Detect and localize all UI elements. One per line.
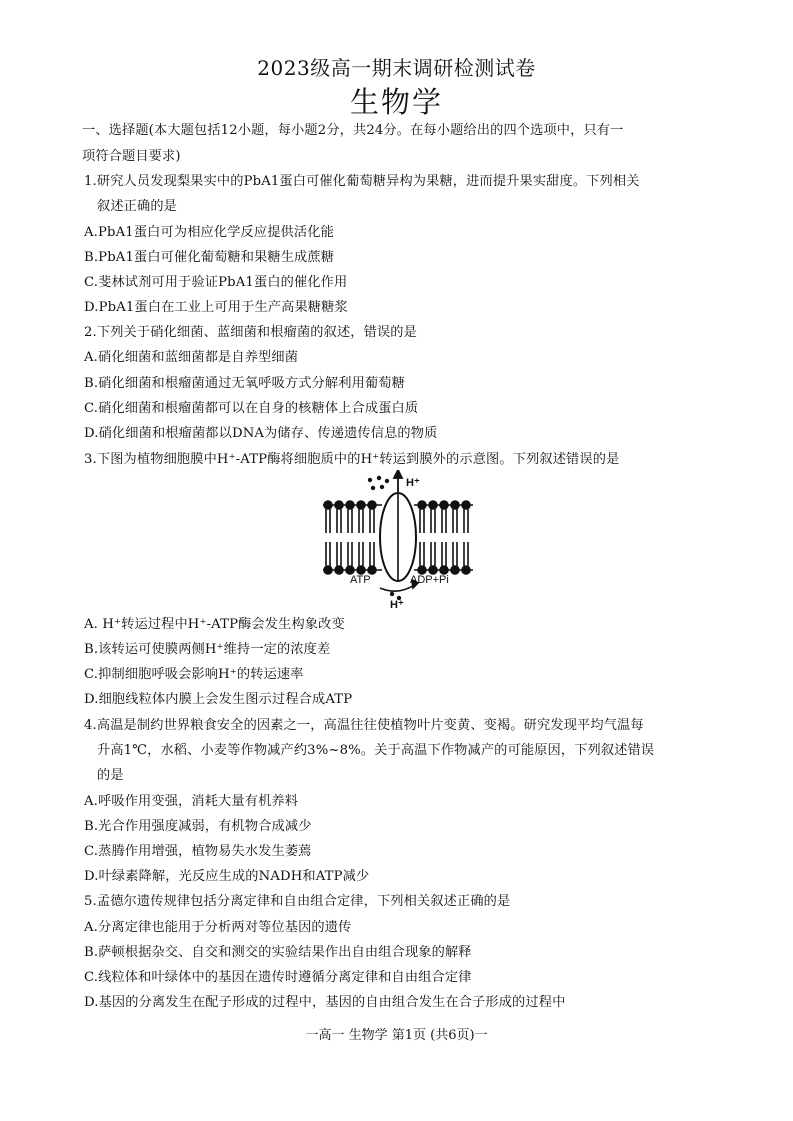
q1-option-a: A.PbA1蛋白可为相应化学反应提供活化能 <box>84 225 334 240</box>
page-footer: 一高一 生物学 第1页 (共6页)一 <box>305 1028 488 1043</box>
h-atpase-protein <box>380 493 416 581</box>
q4-option-c: C.蒸腾作用增强，植物易失水发生萎蔫 <box>84 844 312 859</box>
q4-stem-line2: 升高1℃，水稻、小麦等作物减产约3%~8%。关于高温下作物减产的可能原因，下列叙述错误 <box>97 743 655 758</box>
q4-option-b: B.光合作用强度减弱，有机物合成减少 <box>84 819 312 834</box>
q3-option-b: B.该转运可使膜两侧H⁺维持一定的浓度差 <box>84 642 331 657</box>
h-ion-label-top: H⁺ <box>406 477 420 489</box>
q5-option-b: B.萨顿根据杂交、自交和测交的实验结果作出自由组合现象的解释 <box>84 945 472 960</box>
lipid-bilayer-left <box>323 501 382 574</box>
q1-option-c: C.斐林试剂可用于验证PbA1蛋白的催化作用 <box>84 275 348 290</box>
subject-title: 生物学 <box>349 85 443 119</box>
adp-pi-label: ADP+Pi <box>410 574 449 586</box>
q3-stem: 3.下图为植物细胞膜中H⁺-ATP酶将细胞质中的H⁺转运到膜外的示意图。下列叙述错误的是 <box>84 452 620 467</box>
q2-stem: 2.下列关于硝化细菌、蓝细菌和根瘤菌的叙述，错误的是 <box>84 325 417 340</box>
q2-option-d: D.硝化细菌和根瘤菌都以DNA为储存、传递遗传信息的物质 <box>84 426 438 441</box>
q3-option-a: A. H⁺转运过程中H⁺-ATP酶会发生构象改变 <box>84 617 345 632</box>
q2-option-a: A.硝化细菌和蓝细菌都是自养型细菌 <box>84 350 299 365</box>
q3-option-c: C.抑制细胞呼吸会影响H⁺的转运速率 <box>84 667 304 682</box>
q4-option-a: A.呼吸作用变强，消耗大量有机养料 <box>84 794 299 809</box>
q4-stem-line3: 的是 <box>97 768 124 783</box>
q5-option-c: C.线粒体和叶绿体中的基因在遗传时遵循分离定律和自由组合定律 <box>84 970 472 985</box>
section-heading-line1: 一、选择题(本大题包括12小题，每小题2分，共24分。在每小题给出的四个选项中，只有一 <box>82 123 624 138</box>
q2-option-b: B.硝化细菌和根瘤菌通过无氧呼吸方式分解利用葡萄糖 <box>84 376 405 391</box>
q5-option-d: D.基因的分离发生在配子形成的过程中，基因的自由组合发生在合子形成的过程中 <box>84 995 566 1010</box>
h-ion-dots-top <box>368 476 389 490</box>
membrane-diagram <box>318 470 478 610</box>
q1-stem-line1: 1.研究人员发现梨果实中的PbA1蛋白可催化葡萄糖异构为果糖，进而提升果实甜度。下列相关 <box>84 174 640 189</box>
exam-title: 2023级高一期末调研检测试卷 <box>257 56 536 80</box>
q3-option-d: D.细胞线粒体内膜上会发生图示过程合成ATP <box>84 692 353 707</box>
q4-stem-line1: 4.高温是制约世界粮食安全的因素之一，高温往往使植物叶片变黄、变褐。研究发现平均气温每 <box>84 718 644 733</box>
h-ion-label-bottom: H⁺ <box>390 599 404 610</box>
q1-option-b: B.PbA1蛋白可催化葡萄糖和果糖生成蔗糖 <box>84 250 335 265</box>
q4-option-d: D.叶绿素降解，光反应生成的NADH和ATP减少 <box>84 869 370 884</box>
q5-option-a: A.分离定律也能用于分析两对等位基因的遗传 <box>84 920 352 935</box>
q5-stem: 5.孟德尔遗传规律包括分离定律和自由组合定律，下列相关叙述正确的是 <box>84 894 511 909</box>
section-heading-line2: 项符合题目要求) <box>82 149 181 164</box>
lipid-bilayer-right <box>414 501 473 574</box>
q1-stem-line2: 叙述正确的是 <box>97 199 178 214</box>
q1-option-d: D.PbA1蛋白在工业上可用于生产高果糖糖浆 <box>84 300 348 315</box>
atp-label: ATP <box>350 574 371 586</box>
transport-arrow-icon <box>394 470 402 492</box>
q2-option-c: C.硝化细菌和根瘤菌都可以在自身的核糖体上合成蛋白质 <box>84 401 419 416</box>
